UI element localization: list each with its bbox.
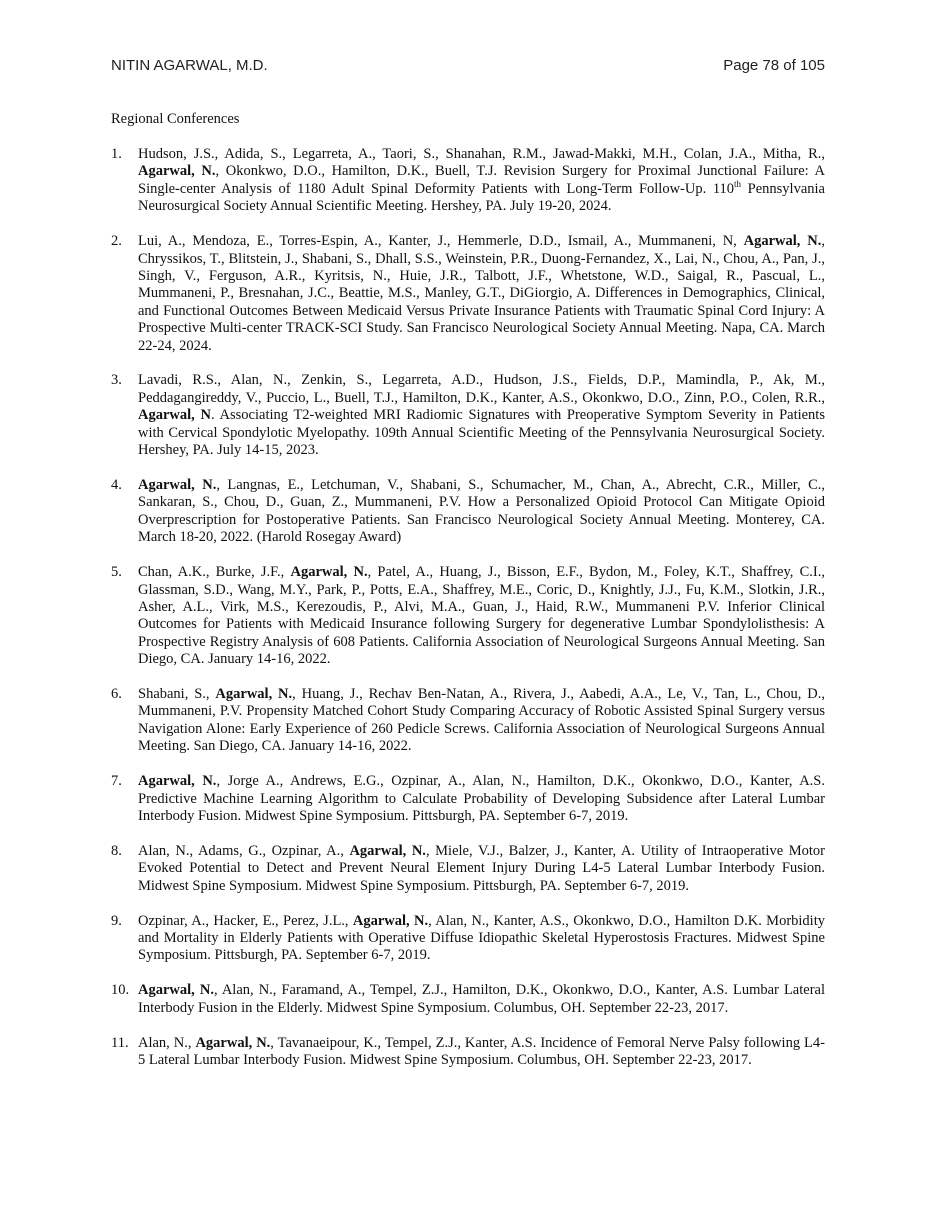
entry-number: 4.	[111, 477, 122, 493]
entry-number: 3.	[111, 372, 122, 389]
highlighted-author: Agarwal, N.	[138, 773, 217, 790]
citation-text: , Jorge A., Andrews, E.G., Ozpinar, A., Alan, N., Hamilton, D.K., Okonkwo, D.O., Kanter, A.S. Predictive Machine Learning Algorithm to Calculate Probability of Developing Subsidence after Lateral Lumbar Interbody Fusion. Midwest Spine Symposium. Pittsburgh, PA. September 6-7, 2019.	[138, 773, 825, 824]
highlighted-author: Agarwal, N.	[138, 477, 217, 493]
citation-text: . Associating T2-weighted MRI Radiomic Signatures with Preoperative Symptom Severity in Patients with Cervical Spondylotic Myelopathy. 109th Annual Scientific Meeting of the Pennsylvania Neurosurgical Society. Hershey, PA. July 14-15, 2023.	[138, 407, 825, 459]
list-item	[111, 843, 825, 895]
citation-text: Pennsylvania Neurosurgical Society Annual Scientific Meeting. Hershey, PA. July 19-20, 2024.	[138, 180, 825, 215]
entry-number: 6.	[111, 686, 122, 703]
highlighted-author: Agarwal, N	[138, 407, 211, 424]
list-item	[111, 477, 825, 547]
entry-number: 8.	[111, 842, 122, 859]
highlighted-author: Agarwal, N.	[290, 564, 368, 581]
entry-number: 1.	[111, 146, 122, 162]
list-item	[111, 1035, 825, 1070]
entry-number: 5.	[111, 564, 122, 581]
citation-text: Hudson, J.S., Adida, S., Legarreta, A., Taori, S., Shanahan, R.M., Jawad-Makki, M.H., Colan, J.A., Mitha, R.,	[138, 146, 825, 162]
entry-number: 9.	[111, 912, 122, 929]
author-name: NITIN AGARWAL, M.D.	[111, 57, 268, 74]
highlighted-author: Agarwal, N.	[743, 233, 822, 250]
superscript: th	[734, 178, 742, 189]
page-header	[111, 57, 825, 77]
list-item	[111, 372, 825, 459]
highlighted-author: Agarwal, N.	[195, 1034, 271, 1051]
citation-text: , Tavanaeipour, K., Tempel, Z.J., Kanter, A.S. Incidence of Femoral Nerve Palsy following L4-5 Lateral Lumbar Interbody Fusion. Midwest Spine Symposium. Columbus, OH. September 22-23, 2017.	[138, 1034, 825, 1069]
entry-number: 2.	[111, 233, 122, 250]
citation-text: , Okonkwo, D.O., Hamilton, D.K., Buell, T.J. Revision Surgery for Proximal Junctional Failure: A Single-center Analysis of 1180 Adult Spinal Deformity Patients with Long-Term Follow-Up. 110	[138, 163, 825, 197]
citation-text: , Chryssikos, T., Blitstein, J., Shabani, S., Dhall, S.S., Weinstein, P.R., Duong-Fernandez, X., Lai, N., Chou, A., Pan, J., Singh, V., Ferguson, A.R., Kyritsis, N., Huie, J.R., Talbott, J.F., Whetstone, W.D., Saigal, R., Pascual, L., Mummaneni, P., Bresnahan, J.C., Beattie, M.S., Manley, G.T., DiGiorgio, A. Differences in Demographics, Clinical, and Functional Outcomes Between Medicaid Versus Private Insurance Patients with Traumatic Spinal Cord Injury: A Prospective Multi-center TRACK-SCI Study. San Francisco Neurological Society Annual Meeting. Napa, CA. March 22-24, 2024.	[138, 233, 825, 354]
list-item	[111, 564, 825, 668]
citation-text: , Langnas, E., Letchuman, V., Shabani, S., Schumacher, M., Chan, A., Abrecht, C.R., Miller, C., Sankaran, S., Chou, D., Guan, Z., Mummaneni, P.V. How a Personalized Opioid Protocol Can Mitigate Opioid Overprescription for Postoperative Patients. San Francisco Neurological Society Annual Meeting. Monterey, CA. March 18-20, 2022. (Harold Rosegay Award)	[138, 477, 825, 546]
entry-number: 11.	[111, 1034, 129, 1051]
entry-number: 7.	[111, 773, 122, 790]
list-item	[111, 233, 825, 355]
page-number: Page 78 of 105	[723, 57, 825, 74]
citation-text: Shabani, S.,	[138, 686, 216, 703]
section-title: Regional Conferences	[111, 111, 240, 127]
highlighted-author: Agarwal, N.	[352, 912, 429, 929]
entry-number: 10.	[111, 982, 130, 999]
citation-text: Chan, A.K., Burke, J.F.,	[138, 564, 291, 581]
citation-text: , Miele, V.J., Balzer, J., Kanter, A. Utility of Intraoperative Motor Evoked Potential to Detect and Prevent Neural Element Injury During L4-5 Lateral Lumbar Interbody Fusion. Midwest Spine Symposium. Midwest Spine Symposium. Pittsburgh, PA. September 6-7, 2019.	[138, 842, 825, 894]
citation-text: , Alan, N., Kanter, A.S., Okonkwo, D.O., Hamilton D.K. Morbidity and Mortality in Elderly Patients with Operative Diffuse Idiopathic Skeletal Hyperostosis Fractures. Midwest Spine Symposium. Pittsburgh, PA. September 6-7, 2019.	[138, 912, 825, 964]
highlighted-author: Agarwal, N.	[349, 842, 426, 859]
list-item	[111, 686, 825, 756]
conference-list	[111, 146, 825, 1087]
highlighted-author: Agarwal, N.	[138, 163, 216, 180]
list-item	[111, 982, 825, 1017]
highlighted-author: Agarwal, N.	[138, 982, 214, 999]
citation-text: , Patel, A., Huang, J., Bisson, E.F., Bydon, M., Foley, K.T., Shaffrey, C.I., Glassman, S.D., Wang, M.Y., Park, P., Potts, E.A., Shaffrey, M.E., Coric, D., Knightly, J.J., Fu, K.M., Slotkin, J.R., Asher, A.L., Virk, M.S., Kerezoudis, P., Alvi, M.A., Guan, J., Haid, R.W., Mummaneni P.V. Inferior Clinical Outcomes for Patients with Medicaid Insurance following Surgery for degenerative Lumbar Spondylolisthesis: A Prospective Registry Analysis of 608 Patients. California Association of Neurological Surgeons Annual Meeting. San Diego, CA. January 14-16, 2022.	[138, 564, 825, 668]
citation-text: Lui, A., Mendoza, E., Torres-Espin, A., Kanter, J., Hemmerle, D.D., Ismail, A., Mummaneni, N,	[138, 233, 744, 250]
citation-text: Lavadi, R.S., Alan, N., Zenkin, S., Legarreta, A.D., Hudson, J.S., Fields, D.P., Mamindla, P., Ak, M., Peddagangireddy, V., Puccio, L., Buell, T.J., Hamilton, D.K., Kanter, A.S., Okonkwo, D.O., Zinn, P.O., Colen, R.R.,	[138, 372, 825, 406]
list-item	[111, 913, 825, 965]
highlighted-author: Agarwal, N.	[215, 686, 293, 703]
citation-text: Ozpinar, A., Hacker, E., Perez, J.L.,	[138, 912, 353, 929]
citation-text: Alan, N.,	[138, 1034, 196, 1051]
list-item	[111, 773, 825, 825]
citation-text: Alan, N., Adams, G., Ozpinar, A.,	[138, 842, 350, 859]
citation-text: , Huang, J., Rechav Ben-Natan, A., Rivera, J., Aabedi, A.A., Le, V., Tan, L., Chou, D., Mummaneni, P.V. Propensity Matched Cohort Study Comparing Accuracy of Robotic Assisted Spinal Surgery versus Navigation Alone: Early Experience of 260 Pedicle Screws. California Association of Neurological Surgeons Annual Meeting. San Diego, CA. January 14-16, 2022.	[138, 686, 825, 755]
list-item	[111, 146, 825, 216]
citation-text: , Alan, N., Faramand, A., Tempel, Z.J., Hamilton, D.K., Okonkwo, D.O., Kanter, A.S. Lumbar Lateral Interbody Fusion in the Elderly. Midwest Spine Symposium. Columbus, OH. September 22-23, 2017.	[138, 982, 825, 1016]
